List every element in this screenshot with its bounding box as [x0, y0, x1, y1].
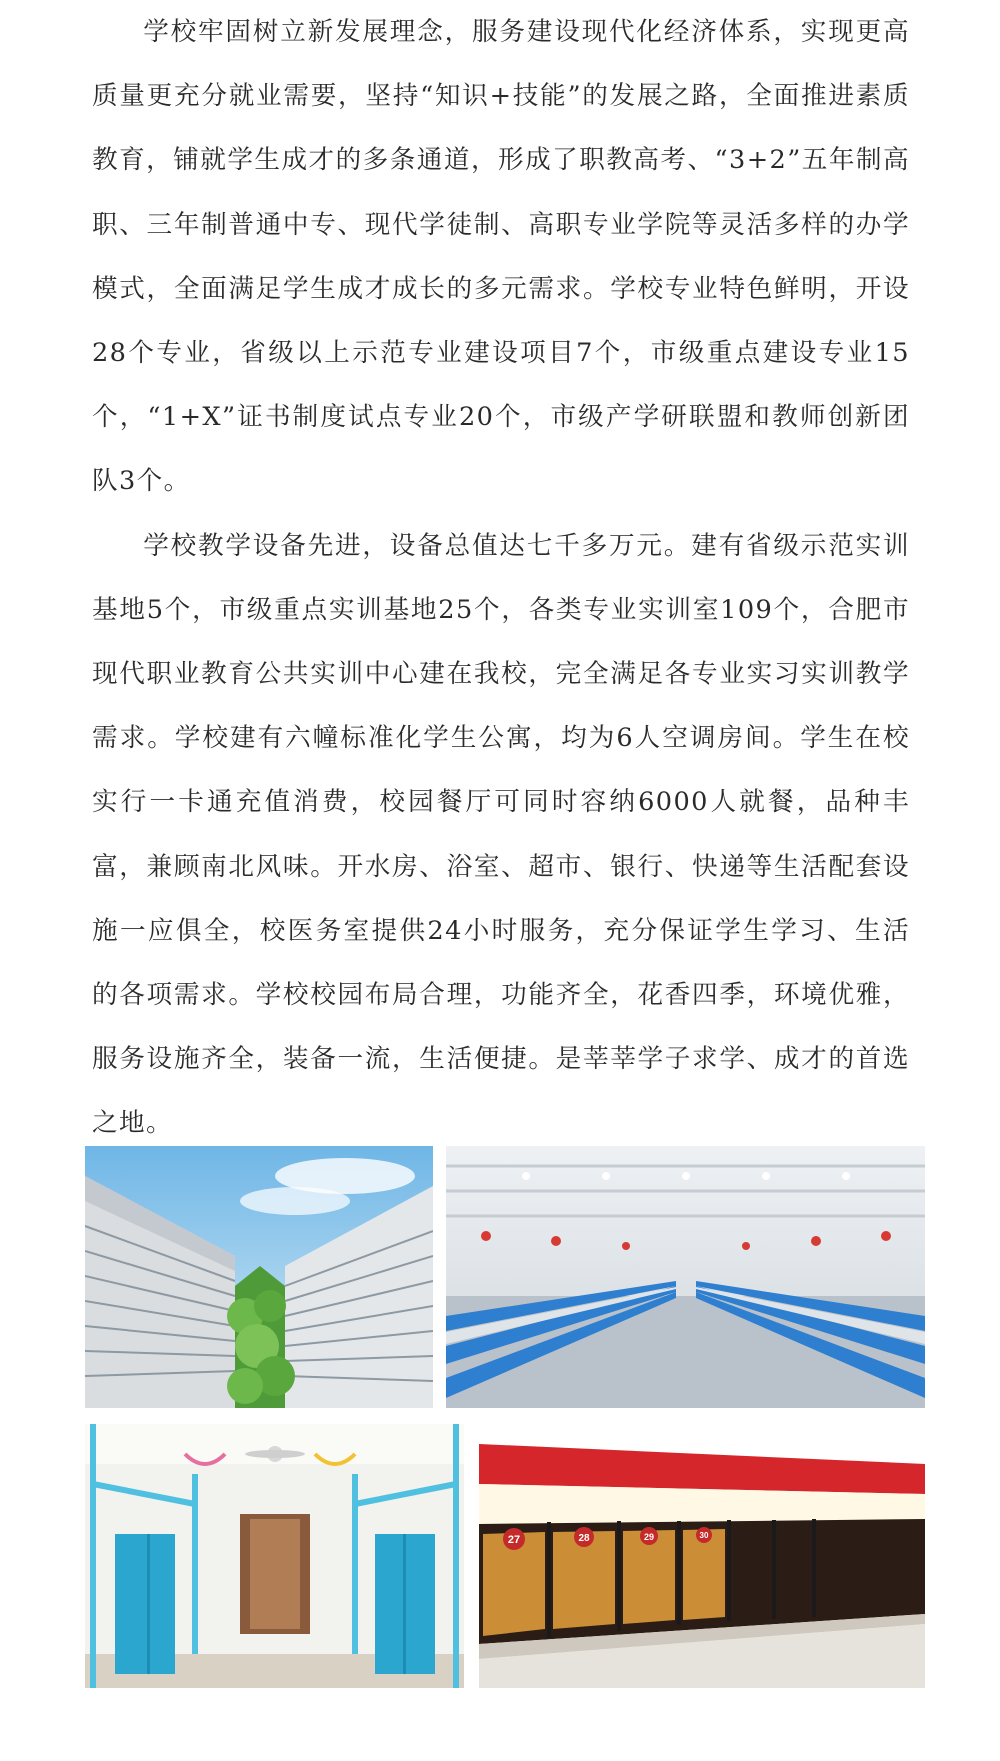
counter-number-27: 27 [507, 1534, 521, 1546]
article-body [92, 0, 910, 1156]
paragraph-programs: 学校牢固树立新发展理念，服务建设现代化经济体系，实现更高质量更充分就业需要，坚持“知识+技能”的发展之路，全面推进素质教育，铺就学生成才的多条通道，形成了职教高考、“3+2”五年制高职、三年制普通中专、现代学徒制、高职专业学院等灵活多样的办学模式，全面满足学生成才成长的多元需求。学校专业特色鲜明，开设28个专业，省级以上示范专业建设项目7个，市级重点建设专业15个，“1+X”证书制度试点专业20个，市级产学研联盟和教师创新团队3个。 [92, 17, 910, 497]
counter-number-29: 29 [643, 1532, 655, 1542]
paragraph-facilities: 学校教学设备先进，设备总值达七千多万元。建有省级示范实训基地5个，市级重点实训基地25个，各类专业实训室109个，合肥市现代职业教育公共实训中心建在我校，完全满足各专业实习实训教学需求。学校建有六幢标准化学生公寓，均为6人空调房间。学生在校实行一卡通充值消费，校园餐厅可同时容纳6000人就餐，品种丰富，兼顾南北风味。开水房、浴室、超市、银行、快递等生活配套设施一应俱全，校医务室提供24小时服务，充分保证学生学习、生活的各项需求。学校校园布局合理，功能齐全，花香四季，环境优雅，服务设施齐全，装备一流，生活便捷。是莘莘学子求学、成才的首选之地。 [92, 530, 910, 1139]
photo-dormitory-buildings [85, 1146, 433, 1408]
photo-canteen-counter [479, 1424, 925, 1688]
photo-dormitory-room [85, 1424, 464, 1688]
counter-number-28: 28 [578, 1533, 590, 1544]
photo-canteen-hall [446, 1146, 925, 1408]
counter-number-30: 30 [699, 1531, 709, 1540]
